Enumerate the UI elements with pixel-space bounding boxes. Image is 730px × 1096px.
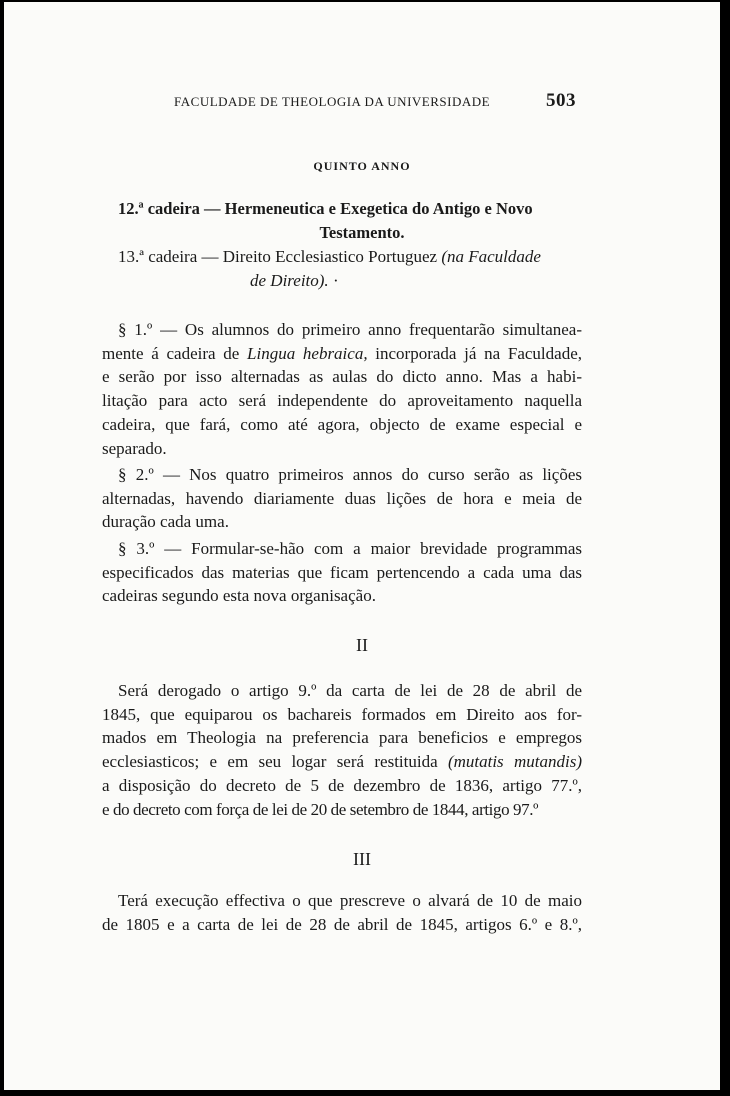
running-header bbox=[4, 90, 720, 114]
par1-line: litação para acto será independente do aproveitamento naquella bbox=[102, 391, 582, 411]
section-numeral-ii: II bbox=[356, 635, 368, 655]
cadeira-13-line1 bbox=[118, 245, 598, 269]
section-numeral-iii: III bbox=[353, 849, 371, 869]
cadeira-12-line2: Testamento. bbox=[319, 223, 405, 242]
par2-line: duração cada uma. bbox=[102, 512, 229, 532]
par2-line: § 2.º — Nos quatro primeiros annos do curso serão as lições bbox=[118, 465, 582, 484]
sec2-line: mados em Theologia na preferencia para beneficios e empregos bbox=[102, 728, 582, 748]
section-title-quinto-anno: QUINTO ANNO bbox=[313, 159, 411, 173]
par1-line: § 1.º — Os alumnos do primeiro anno frequentarão simultanea- bbox=[118, 320, 582, 339]
sec2-text: ecclesiasticos; e em seu logar será restituida bbox=[102, 752, 448, 772]
book-page bbox=[4, 2, 720, 1090]
par3-line: cadeiras segundo esta nova organisação. bbox=[102, 586, 376, 606]
section-ii-text bbox=[102, 679, 582, 821]
sec2-line: 1845, que equiparou os bachareis formados em Direito aos for- bbox=[102, 704, 582, 724]
cadeira-13-note-start: (na Faculdade bbox=[441, 247, 541, 266]
sec2-italic: (mutatis mutandis) bbox=[447, 752, 582, 772]
par1-text: mente á cadeira de bbox=[102, 343, 248, 363]
sec2-line: a disposição do decreto de 5 de dezembro de 1836, artigo 77.º, bbox=[102, 775, 582, 795]
section-iii-text bbox=[102, 889, 582, 936]
sec2-line: Será derogado o artigo 9.º da carta de lei de 28 de abril de bbox=[118, 681, 582, 700]
running-title: FACULDADE DE THEOLOGIA DA UNIVERSIDADE bbox=[174, 94, 491, 109]
par1-italic: Lingua hebraica, bbox=[247, 343, 368, 363]
paragraph-3 bbox=[102, 537, 582, 608]
par1-line bbox=[102, 342, 582, 366]
cadeira-12-line1: 12.ª cadeira — Hermeneutica e Exegetica do Antigo e Novo bbox=[118, 199, 533, 218]
page-number: 503 bbox=[546, 90, 576, 111]
sec2-line: e do decreto com força de lei de 20 de setembro de 1844, artigo 97.º bbox=[102, 799, 538, 819]
cadeira-13-note-end: de Direito). bbox=[250, 271, 329, 290]
paragraph-2 bbox=[102, 463, 582, 534]
sec2-line bbox=[102, 750, 582, 774]
cadeira-13-tail: · bbox=[332, 271, 339, 290]
sec3-line: Terá execução effectiva o que prescreve o alvará de 10 de maio bbox=[118, 891, 582, 910]
par3-line: especificados das materias que ficam pertencendo a cada uma das bbox=[102, 562, 582, 582]
par3-line: § 3.º — Formular-se-hão com a maior brevidade programmas bbox=[118, 539, 582, 558]
par1-line: separado. bbox=[102, 438, 167, 458]
par1-line: e serão por isso alternadas as aulas do dicto anno. Mas a habi- bbox=[102, 367, 582, 387]
sec3-line: de 1805 e a carta de lei de 28 de abril de 1845, artigos 6.º e 8.º, bbox=[102, 914, 582, 934]
par2-line: alternadas, havendo diariamente duas lições de hora e meia de bbox=[102, 488, 582, 508]
par1-line: cadeira, que fará, como até agora, objecto de exame especial e bbox=[102, 414, 582, 434]
cadeira-13-text: 13.ª cadeira — Direito Ecclesiastico Portuguez bbox=[118, 247, 438, 266]
par1-text: incorporada já na Faculdade, bbox=[367, 343, 582, 363]
paragraph-1 bbox=[102, 318, 582, 460]
cadeira-13-line2 bbox=[250, 269, 450, 293]
